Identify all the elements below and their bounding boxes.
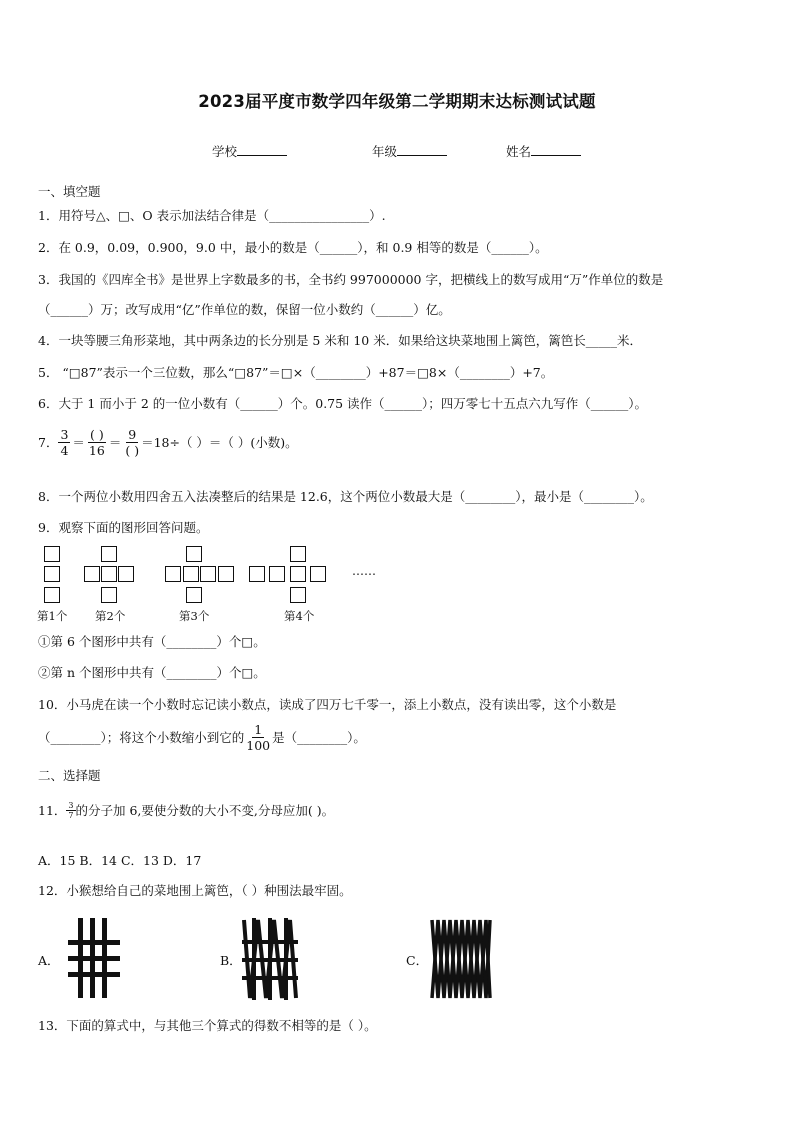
question-12: 12．小猴想给自己的菜地围上篱笆，（ ）种围法最牢固。 (38, 883, 352, 898)
question-4: 4．一块等腰三角形菜地，其中两条边的长分别是 5 米和 10 米．如果给这块菜地围上篱笆，篱笆长_____米． (38, 333, 642, 348)
q7-equals-1: ＝ (72, 434, 85, 450)
q7-fraction-3 (123, 427, 141, 458)
question-1: 1．用符号△、□、O 表示加法结合律是（________________）. (38, 208, 386, 223)
question-10-line1: 10．小马虎在读一个小数时忘记读小数点，读成了四万七千零一，添上小数点，没有读出零，这个小数是 (38, 697, 617, 712)
square (101, 546, 117, 562)
q11-prefix: 11． (38, 802, 67, 818)
question-11-options: A．15 B．14 C．13 D．17 (38, 853, 202, 868)
q10-fraction (244, 722, 272, 753)
q7-prefix: 7． (38, 434, 59, 450)
square (218, 566, 234, 582)
question-10-line2 (38, 722, 366, 753)
q10-prefix: （________）；将这个小数缩小到它的 (38, 729, 245, 745)
q11-denominator: 7 (68, 811, 74, 820)
q9-label-1: 第1个 (37, 609, 68, 623)
school-blank (237, 143, 287, 156)
question-6: 6．大于 1 而小于 2 的一位小数有（______）个。0.75 读作（______）；四万零七十五点六九写作（______）。 (38, 396, 648, 411)
grade-blank (397, 143, 447, 156)
section-multiple-choice: 二、选择题 (38, 768, 101, 783)
zigzag-fence-icon (430, 918, 492, 1000)
question-13: 13．下面的算式中，与其他三个算式的得数不相等的是（ ）。 (38, 1018, 377, 1033)
q7-f2-numerator: ( ) (90, 427, 104, 442)
q7-f2-denominator: 16 (88, 443, 105, 458)
q7-f3-numerator: 9 (128, 427, 137, 442)
name-label: 姓名 (506, 144, 532, 159)
square (44, 566, 60, 582)
question-8: 8．一个两位小数用四舍五入法凑整后的结果是 12.6，这个两位小数最大是（________），最小是（________）。 (38, 489, 653, 504)
square (200, 566, 216, 582)
q11-text: 的分子加 6,要使分数的大小不变,分母应加( )。 (75, 802, 335, 818)
square (44, 587, 60, 603)
square (269, 566, 285, 582)
school-field (212, 142, 287, 160)
q7-f1-numerator: 3 (60, 427, 69, 442)
square (186, 546, 202, 562)
grid-fence-icon (64, 918, 122, 998)
q10-suffix: 是（________）。 (272, 729, 366, 745)
question-7 (38, 427, 298, 458)
q12-option-b-label: B． (220, 953, 242, 968)
square (249, 566, 265, 582)
question-2: 2．在 0.9，0.09，0.900，9.0 中，最小的数是（______），和 0.9 相等的数是（______）。 (38, 240, 548, 255)
q12-option-c-label: C． (406, 953, 429, 968)
q10-numerator: 1 (254, 722, 263, 737)
q11-numerator: 3 (68, 801, 74, 810)
q7-f1-denominator: 4 (60, 443, 69, 458)
section-fill-blank: 一、填空题 (38, 184, 101, 199)
q7-fraction-1 (58, 427, 70, 458)
question-9-sub-2: ②第 n 个图形中共有（________）个□。 (38, 665, 266, 680)
name-blank (531, 143, 581, 156)
question-3-line2: （______）万；改写成用“亿”作单位的数，保留一位小数约（______）亿。 (38, 302, 451, 317)
square (165, 566, 181, 582)
square (44, 546, 60, 562)
question-3-line1: 3．我国的《四库全书》是世界上字数最多的书，全书约 997000000 字，把横线上的数写成用“万”作单位的数是 (38, 272, 664, 287)
q10-denominator: 100 (246, 738, 271, 753)
square (310, 566, 326, 582)
square (290, 566, 306, 582)
page-title: 2023届平度市数学四年级第二学期期末达标测试试题 (198, 92, 596, 111)
q9-ellipsis: …… (352, 564, 376, 578)
q9-label-2: 第2个 (95, 609, 126, 623)
question-9: 9．观察下面的图形回答问题。 (38, 520, 209, 535)
square (101, 566, 117, 582)
school-label: 学校 (212, 144, 238, 159)
q7-tail: ＝18÷（ ）＝（ ）(小数)。 (141, 434, 298, 450)
square (118, 566, 134, 582)
name-field (506, 142, 581, 160)
q11-fraction (66, 801, 75, 820)
square (290, 546, 306, 562)
q9-label-4: 第4个 (284, 609, 315, 623)
square (183, 566, 199, 582)
question-5: 5． “□87”表示一个三位数，那么“□87”＝□×（________）+87＝□8×（________）+7。 (38, 365, 554, 380)
question-9-sub-1: ①第 6 个图形中共有（________）个□。 (38, 634, 266, 649)
crossed-fence-icon (242, 918, 298, 1000)
q7-fraction-2 (87, 427, 107, 458)
square (101, 587, 117, 603)
grade-label: 年级 (372, 144, 398, 159)
q9-label-3: 第3个 (179, 609, 210, 623)
square (290, 587, 306, 603)
q7-f3-denominator: ( ) (125, 443, 140, 458)
square (186, 587, 202, 603)
square (84, 566, 100, 582)
question-11 (38, 801, 334, 820)
q12-option-a-label: A． (38, 953, 60, 968)
grade-field (372, 142, 447, 160)
q7-equals-2: ＝ (108, 434, 122, 450)
